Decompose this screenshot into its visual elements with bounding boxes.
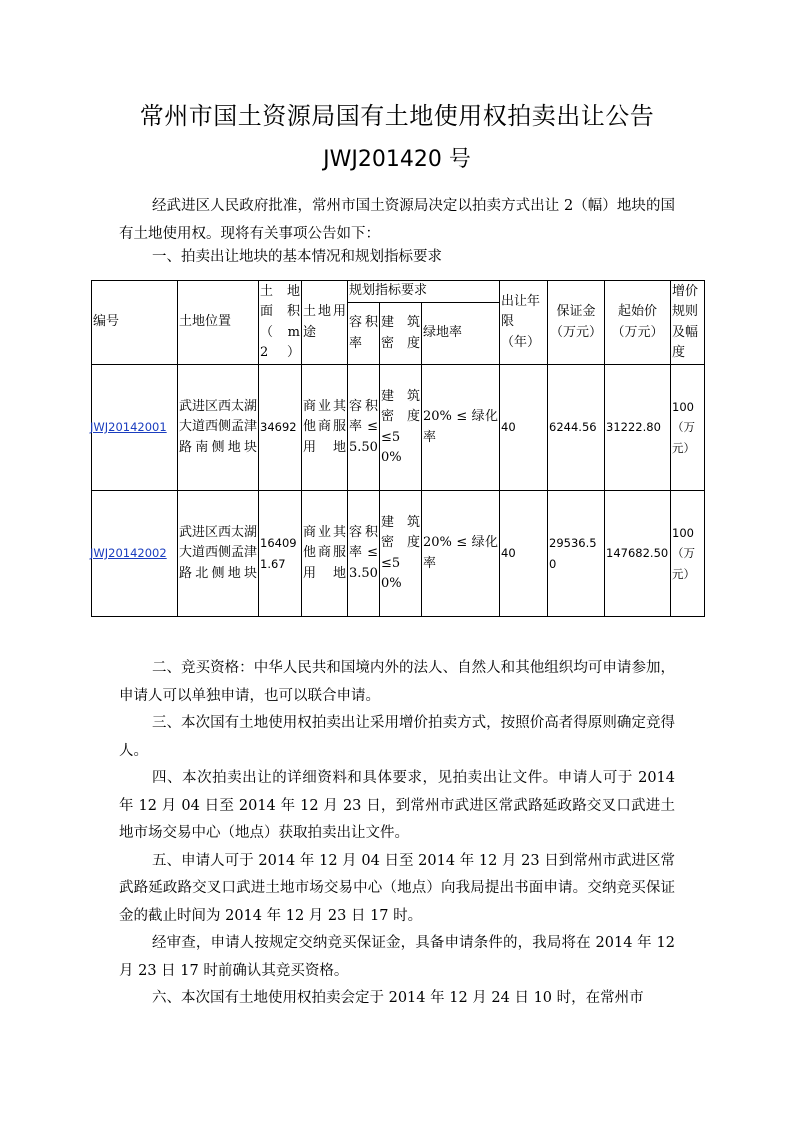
parcel-id-link[interactable]: JWJ20142001 [90,419,167,434]
parcel-increment: 100（万元） [671,365,705,491]
parcel-start-price: 147682.50 [605,491,671,617]
section-4-paragraph: 四、本次拍卖出让的详细资料和具体要求，见拍卖出让文件。申请人可于 2014 年 12 月 04 日至 2014 年 12 月 23 日，到常州市武进区常武路延政路交叉口武进土地市场交易中心（地点）获取拍卖出让文件。 [119,770,675,841]
header-location: 土地位置 [178,281,259,365]
header-start-price: 起始价（万元） [605,281,671,365]
document-number: JWJ201420 号 [323,147,471,172]
header-area: 土 地面积（m2） [259,281,302,365]
review-paragraph: 经审查，申请人按规定交纳竞买保证金，具备申请条件的，我局将在 2014 年 12 月 23 日 17 时前确认其竞买资格。 [119,935,675,979]
header-deposit: 保证金（万元） [548,281,605,365]
parcel-location: 武进区西太湖大道西侧孟津路南侧地块 [178,365,259,491]
intro-paragraph: 经武进区人民政府批准，常州市国土资源局决定以拍卖方式出让 2（幅）地块的国有土地使用权。现将有关事项公告如下： [119,198,675,242]
parcel-increment: 100（万元） [671,491,705,617]
header-plot-ratio: 容积率 [348,303,380,365]
parcel-green-ratio: 20% ≤ 绿化率 [422,365,500,491]
parcel-area: 34692 [259,365,302,491]
parcel-usage: 商业其他商服用地 [302,365,348,491]
parcel-building-density: 建 筑密 度≤50% [380,365,422,491]
parcel-term: 40 [500,491,548,617]
header-id: 编号 [92,281,178,365]
parcel-deposit: 29536.50 [548,491,605,617]
parcel-term: 40 [500,365,548,491]
parcel-plot-ratio: 容积率≤5.50 [348,365,380,491]
parcel-usage: 商业其他商服用地 [302,491,348,617]
parcel-start-price: 31222.80 [605,365,671,491]
parcel-building-density: 建 筑密 度≤50% [380,491,422,617]
parcel-area: 164091.67 [259,491,302,617]
parcel-green-ratio: 20% ≤ 绿化率 [422,491,500,617]
parcel-id-link[interactable]: JWJ20142002 [90,545,167,560]
land-parcel-table [91,280,705,617]
section-3-paragraph: 三、本次国有土地使用权拍卖出让采用增价拍卖方式，按照价高者得原则确定竞得人。 [119,715,675,759]
table-header-row [92,281,705,303]
header-term: 出让年限（年） [500,281,548,365]
header-green-ratio: 绿地率 [422,303,500,365]
section-5-paragraph: 五、申请人可于 2014 年 12 月 04 日至 2014 年 12 月 23 日到常州市武进区常武路延政路交叉口武进土地市场交易中心（地点）向我局提出书面申请。交纳竞买保证金的截止时间为 2014 年 12 月 23 日 17 时。 [119,852,675,924]
table-row [92,365,705,491]
table-row [92,491,705,617]
document-title: 常州市国土资源局国有土地使用权拍卖出让公告 [139,102,655,130]
header-building-density: 建 筑密 度 [380,303,422,365]
parcel-location: 武进区西太湖大道西侧孟津路北侧地块 [178,491,259,617]
parcel-deposit: 6244.56 [548,365,605,491]
header-planning-group: 规划指标要求 [348,281,500,303]
header-increment: 增价规则及幅度 [671,281,705,365]
parcel-plot-ratio: 容积率≤3.50 [348,491,380,617]
announcement-body [119,655,675,1013]
header-usage: 土地用途 [302,281,348,365]
section-1-heading: 一、拍卖出让地块的基本情况和规划指标要求 [152,249,442,265]
section-2-paragraph: 二、竞买资格：中华人民共和国境内外的法人、自然人和其他组织均可申请参加，申请人可以单独申请，也可以联合申请。 [119,660,675,704]
section-6-paragraph: 六、本次国有土地使用权拍卖会定于 2014 年 12 月 24 日 10 时，在常州市 [152,990,644,1006]
